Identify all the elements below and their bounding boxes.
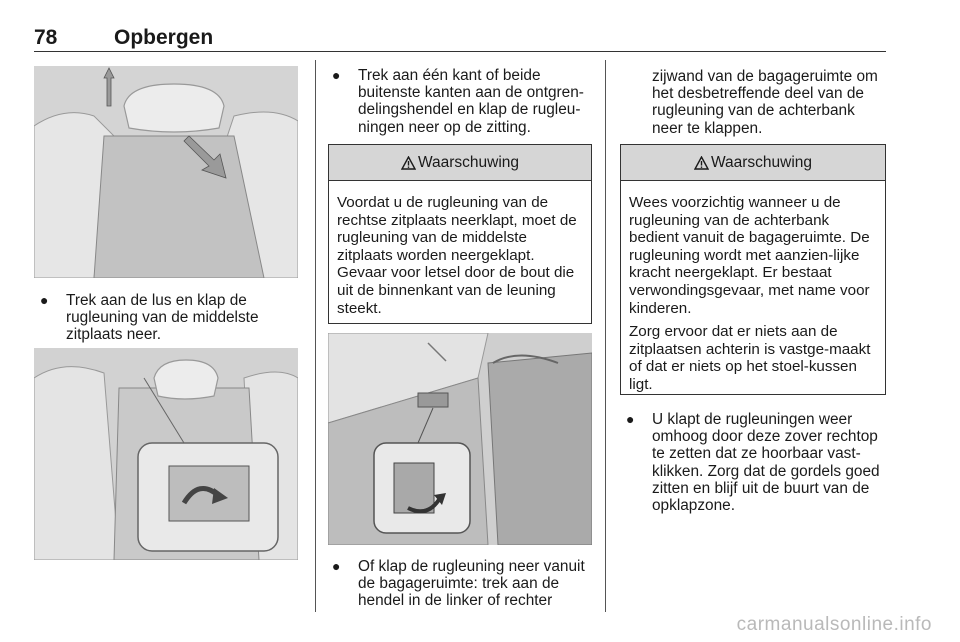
warning-paragraph-2: Zorg ervoor dat er niets aan de zitplaatsen achterin is vastge-maakt of dat er niets op het stoel-kussen ligt. (629, 323, 871, 393)
warning-box (620, 144, 886, 395)
bullet-dot-icon: ● (332, 558, 341, 574)
bullet-dot-icon: ● (626, 411, 635, 427)
warning-text (329, 181, 591, 317)
bullet-text: Trek aan de lus en klap de rugleuning van de middelste zitplaats neer. (66, 292, 259, 344)
instruction-bullet (332, 558, 596, 610)
continuation-text (652, 68, 888, 137)
illustration-headrest-loop (34, 66, 298, 278)
warning-text (621, 181, 885, 394)
warning-header (329, 145, 591, 181)
warning-title: Waarschuwing (710, 153, 813, 171)
instruction-bullet (626, 411, 888, 514)
bullet-text: U klapt de rugleuningen weer omhoog door deze zover rechtop te zetten dat ze hoorbaar vast-klikken. Zorg dat de gordels goed zitten en blijf uit de buurt van de opklapzone. (652, 411, 880, 515)
watermark: carmanualsonline.info (736, 614, 932, 635)
bullet-dot-icon: ● (40, 292, 49, 308)
warning-paragraph: Voordat u de rugleuning van de rechtse zitplaats neerklapt, moet de rugleuning van de middelste zitplaats worden neergeklapt. Gevaar voor letsel door de bout die uit de binnenkant van de leuning steekt. (337, 194, 577, 317)
column-divider-2 (605, 60, 606, 612)
continuation-paragraph: zijwand van de bagageruimte om het desbetreffende deel van de rugleuning van de achterbank neer te klappen. (652, 68, 878, 137)
warning-box (328, 144, 592, 324)
bullet-text: Of klap de rugleuning neer vanuit de bagageruimte: trek aan de hendel in de linker of rechter (358, 558, 585, 610)
warning-triangle-icon (694, 156, 709, 170)
warning-title: Waarschuwing (417, 153, 520, 171)
bullet-dot-icon: ● (332, 67, 341, 83)
warning-header (621, 145, 885, 181)
warning-triangle-icon (401, 156, 416, 170)
instruction-bullet (332, 67, 596, 136)
illustration-trunk-lever (328, 333, 592, 545)
instruction-bullet (40, 292, 300, 344)
page-number: 78 (34, 26, 58, 49)
page-header (34, 26, 886, 52)
bullet-text: Trek aan één kant of beide buitenste kanten aan de ontgren-delingshendel en klap de rugleu-ningen neer op de zitting. (358, 67, 584, 136)
column-divider-1 (315, 60, 316, 612)
warning-paragraph-1: Wees voorzichtig wanneer u de rugleuning van de achterbank bedient vanuit de bagageruimte. De rugleuning wordt met aanzien-lijke kracht neergeklapt. Er bestaat verwondingsgevaar, met name voor kinderen. (629, 194, 870, 317)
page-title: Opbergen (114, 26, 214, 49)
illustration-seat-release (34, 348, 298, 560)
